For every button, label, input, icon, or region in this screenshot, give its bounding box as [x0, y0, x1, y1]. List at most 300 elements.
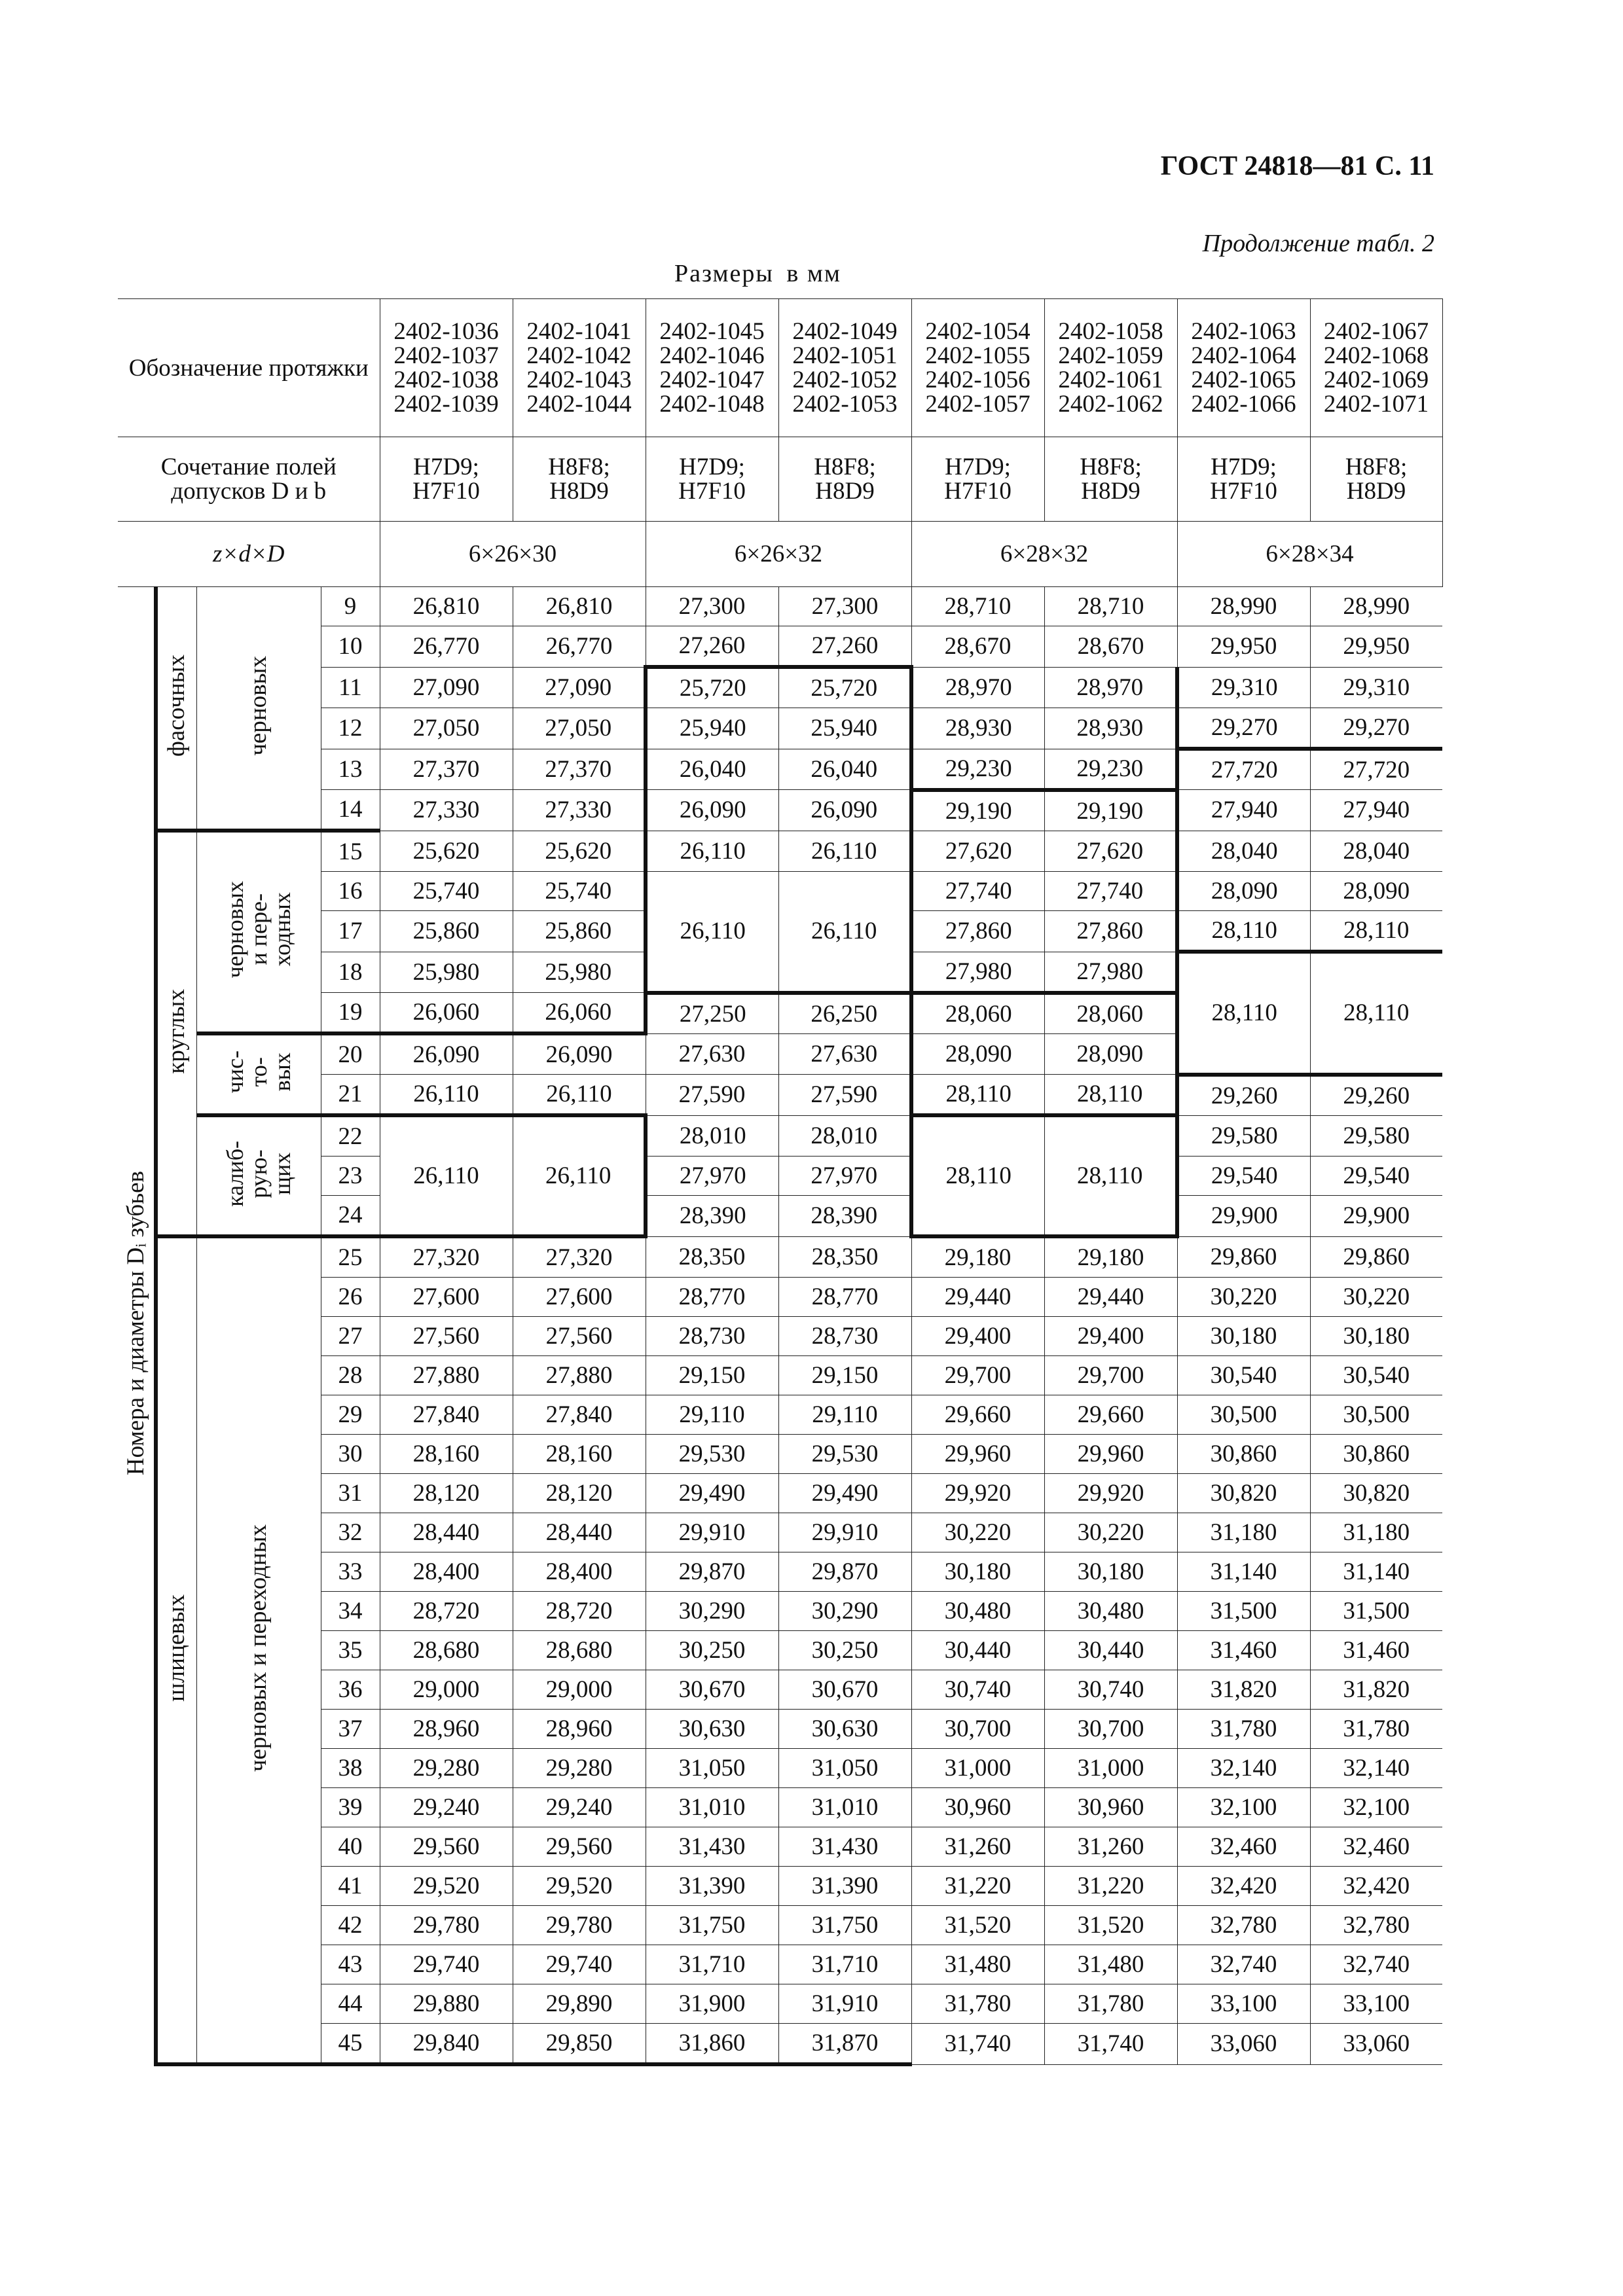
value-cell: 33,060 [1177, 2024, 1310, 2065]
value-cell: 27,250 [646, 993, 778, 1034]
value-cell: 26,250 [778, 993, 911, 1034]
value-cell: 28,060 [1044, 993, 1177, 1034]
tooth-number: 36 [321, 1670, 380, 1710]
value-cell: 29,960 [911, 1435, 1044, 1474]
value-cell: 31,860 [646, 2024, 778, 2065]
value-cell: 30,740 [1044, 1670, 1177, 1710]
value-cell: 26,040 [646, 749, 778, 790]
value-cell: 27,560 [380, 1317, 513, 1356]
value-cell: 29,780 [380, 1906, 513, 1945]
value-cell: 31,900 [646, 1984, 778, 2024]
tooth-number: 39 [321, 1788, 380, 1827]
value-cell: 28,010 [646, 1115, 778, 1157]
broach-dimensions-table [118, 298, 1443, 2066]
value-cell: 31,140 [1177, 1552, 1310, 1592]
value-cell: 31,010 [778, 1788, 911, 1827]
value-cell: 25,860 [380, 911, 513, 952]
value-cell: 32,100 [1310, 1788, 1442, 1827]
tooth-number: 15 [321, 831, 380, 872]
value-cell: 25,740 [513, 872, 646, 911]
value-cell: 28,960 [513, 1710, 646, 1749]
tooth-number: 38 [321, 1749, 380, 1788]
value-cell: 27,980 [911, 952, 1044, 993]
value-cell: 28,990 [1177, 587, 1310, 626]
units-caption [674, 259, 841, 288]
value-cell: 30,480 [1044, 1592, 1177, 1631]
value-cell: 26,110 [513, 1075, 646, 1116]
value-cell: 31,430 [778, 1827, 911, 1867]
tooth-number: 29 [321, 1395, 380, 1435]
value-cell: 30,670 [778, 1670, 911, 1710]
value-cell: 29,230 [911, 749, 1044, 790]
tooth-number: 26 [321, 1278, 380, 1317]
value-cell: 30,820 [1177, 1474, 1310, 1513]
tolerance-col-7: H7D9; H7F10 [1177, 437, 1310, 522]
value-cell: 29,910 [778, 1513, 911, 1552]
value-cell: 27,970 [778, 1157, 911, 1196]
units-suffix: в мм [786, 260, 841, 287]
value-cell: 27,300 [646, 587, 778, 626]
value-cell: 28,710 [1044, 587, 1177, 626]
value-cell: 28,110 [1310, 911, 1442, 952]
value-cell: 26,110 [778, 831, 911, 872]
value-cell: 31,780 [1044, 1984, 1177, 2024]
value-cell: 27,370 [513, 749, 646, 790]
tooth-number: 23 [321, 1157, 380, 1196]
value-cell: 29,520 [513, 1867, 646, 1906]
value-cell: 28,010 [778, 1115, 911, 1157]
group-shlicevyh-text: шлицевых [163, 1594, 191, 1702]
tooth-number: 21 [321, 1075, 380, 1116]
table-row [118, 1115, 1442, 1157]
value-cell: 29,660 [1044, 1395, 1177, 1435]
value-cell: 26,040 [778, 749, 911, 790]
value-cell: 31,460 [1310, 1631, 1442, 1670]
value-cell: 29,870 [646, 1552, 778, 1592]
value-cell: 30,440 [911, 1631, 1044, 1670]
value-cell: 32,780 [1310, 1906, 1442, 1945]
value-cell: 28,960 [380, 1710, 513, 1749]
group-fasochnyh-text: фасочных [163, 654, 191, 757]
size-col-2: 6×26×32 [646, 522, 911, 587]
value-cell: 31,220 [911, 1867, 1044, 1906]
group-kruglyh-text: круглых [163, 988, 191, 1074]
value-cell: 30,820 [1310, 1474, 1442, 1513]
value-cell: 27,860 [911, 911, 1044, 952]
value-cell: 26,770 [380, 626, 513, 668]
value-cell: 31,140 [1310, 1552, 1442, 1592]
group-shlicevyh [156, 1236, 196, 2064]
side-label-main [118, 587, 156, 2065]
value-cell: 27,300 [778, 587, 911, 626]
value-cell: 29,190 [1044, 790, 1177, 831]
tooth-number: 42 [321, 1906, 380, 1945]
value-cell: 30,180 [1177, 1317, 1310, 1356]
value-cell: 30,220 [1310, 1278, 1442, 1317]
value-cell: 29,900 [1310, 1196, 1442, 1237]
value-cell: 31,740 [1044, 2024, 1177, 2065]
value-cell: 25,940 [778, 708, 911, 749]
value-cell: 29,260 [1310, 1075, 1442, 1116]
value-cell: 31,000 [911, 1749, 1044, 1788]
value-cell: 30,500 [1177, 1395, 1310, 1435]
value-cell: 30,250 [778, 1631, 911, 1670]
value-cell: 29,240 [513, 1788, 646, 1827]
value-cell: 26,060 [513, 993, 646, 1034]
sub-chistovyh [196, 1033, 321, 1115]
value-cell: 27,260 [646, 626, 778, 668]
value-cell: 30,860 [1177, 1435, 1310, 1474]
value-cell: 31,910 [778, 1984, 911, 2024]
value-cell: 29,180 [911, 1236, 1044, 1278]
value-cell: 31,050 [646, 1749, 778, 1788]
value-cell: 30,540 [1310, 1356, 1442, 1395]
value-cell: 29,870 [778, 1552, 911, 1592]
tolerance-col-3: H7D9; H7F10 [646, 437, 778, 522]
value-cell: 28,400 [513, 1552, 646, 1592]
value-cell: 29,190 [911, 790, 1044, 831]
value-cell: 28,670 [911, 626, 1044, 668]
value-cell: 29,920 [1044, 1474, 1177, 1513]
value-cell: 29,580 [1310, 1115, 1442, 1157]
value-cell: 32,780 [1177, 1906, 1310, 1945]
value-cell: 28,930 [1044, 708, 1177, 749]
tooth-number: 20 [321, 1033, 380, 1075]
value-cell: 30,960 [911, 1788, 1044, 1827]
value-cell: 31,180 [1310, 1513, 1442, 1552]
value-cell: 29,230 [1044, 749, 1177, 790]
value-cell: 31,010 [646, 1788, 778, 1827]
value-cell: 27,630 [778, 1033, 911, 1075]
value-cell: 29,240 [380, 1788, 513, 1827]
tooth-number: 33 [321, 1552, 380, 1592]
value-cell: 27,590 [778, 1075, 911, 1116]
value-cell: 29,310 [1177, 667, 1310, 708]
value-cell: 27,600 [513, 1278, 646, 1317]
value-cell: 29,920 [911, 1474, 1044, 1513]
value-cell: 28,090 [1310, 872, 1442, 911]
tolerance-col-5: H7D9; H7F10 [911, 437, 1044, 522]
value-cell: 27,090 [380, 667, 513, 708]
value-cell: 29,110 [778, 1395, 911, 1435]
value-cell: 30,670 [646, 1670, 778, 1710]
tooth-number: 11 [321, 667, 380, 708]
value-cell: 33,100 [1177, 1984, 1310, 2024]
tooth-number: 32 [321, 1513, 380, 1552]
value-cell: 31,780 [1310, 1710, 1442, 1749]
value-cell: 30,500 [1310, 1395, 1442, 1435]
value-cell: 29,260 [1177, 1075, 1310, 1116]
value-cell: 28,730 [778, 1317, 911, 1356]
table-row [118, 587, 1442, 626]
value-cell: 31,180 [1177, 1513, 1310, 1552]
tooth-number: 9 [321, 587, 380, 626]
value-cell: 30,440 [1044, 1631, 1177, 1670]
tooth-number: 27 [321, 1317, 380, 1356]
value-cell: 28,400 [380, 1552, 513, 1592]
value-cell: 26,810 [513, 587, 646, 626]
value-cell: 29,310 [1310, 667, 1442, 708]
value-cell: 29,780 [513, 1906, 646, 1945]
value-cell: 29,150 [646, 1356, 778, 1395]
value-cell: 30,250 [646, 1631, 778, 1670]
value-cell: 30,630 [646, 1710, 778, 1749]
value-cell: 33,060 [1310, 2024, 1442, 2065]
value-cell: 31,710 [646, 1945, 778, 1984]
value-cell: 31,710 [778, 1945, 911, 1984]
group-kruglyh [156, 831, 196, 1236]
value-cell: 28,720 [380, 1592, 513, 1631]
tooth-number: 16 [321, 872, 380, 911]
value-cell: 32,140 [1310, 1749, 1442, 1788]
value-cell: 30,480 [911, 1592, 1044, 1631]
value-cell: 32,140 [1177, 1749, 1310, 1788]
value-cell: 28,970 [911, 667, 1044, 708]
value-cell: 26,770 [513, 626, 646, 668]
value-cell: 29,180 [1044, 1236, 1177, 1278]
value-cell: 28,110 [1177, 911, 1310, 952]
tolerance-col-2: H8F8; H8D9 [513, 437, 646, 522]
value-cell: 29,540 [1310, 1157, 1442, 1196]
sub-chernovyh-text: черновых [245, 655, 272, 756]
value-cell: 29,910 [646, 1513, 778, 1552]
value-cell: 29,890 [513, 1984, 646, 2024]
value-cell: 29,540 [1177, 1157, 1310, 1196]
value-cell: 30,700 [911, 1710, 1044, 1749]
value-cell: 29,660 [911, 1395, 1044, 1435]
sub-chernovyh [196, 587, 321, 831]
value-cell: 31,500 [1310, 1592, 1442, 1631]
value-cell: 27,320 [380, 1236, 513, 1278]
value-cell: 31,780 [1177, 1710, 1310, 1749]
value-cell: 26,090 [778, 790, 911, 831]
value-cell: 29,400 [1044, 1317, 1177, 1356]
designation-col-6: 2402-1058 2402-1059 2402-1061 2402-1062 [1044, 299, 1177, 437]
size-col-3: 6×28×32 [911, 522, 1177, 587]
merged-value: 28,110 [1177, 952, 1310, 1075]
value-cell: 28,120 [380, 1474, 513, 1513]
value-cell: 28,090 [1044, 1033, 1177, 1075]
value-cell: 28,440 [513, 1513, 646, 1552]
size-col-4: 6×28×34 [1177, 522, 1442, 587]
value-cell: 31,820 [1310, 1670, 1442, 1710]
value-cell: 27,880 [380, 1356, 513, 1395]
value-cell: 28,120 [513, 1474, 646, 1513]
value-cell: 30,700 [1044, 1710, 1177, 1749]
tooth-number: 28 [321, 1356, 380, 1395]
value-cell: 30,220 [911, 1513, 1044, 1552]
tooth-number: 45 [321, 2024, 380, 2065]
value-cell: 25,620 [380, 831, 513, 872]
value-cell: 30,180 [911, 1552, 1044, 1592]
value-cell: 29,280 [380, 1749, 513, 1788]
value-cell: 27,590 [646, 1075, 778, 1116]
value-cell: 25,860 [513, 911, 646, 952]
value-cell: 29,530 [778, 1435, 911, 1474]
value-cell: 29,900 [1177, 1196, 1310, 1237]
table-row [118, 831, 1442, 872]
value-cell: 28,060 [911, 993, 1044, 1034]
value-cell: 29,560 [380, 1827, 513, 1867]
value-cell: 26,110 [646, 831, 778, 872]
value-cell: 31,820 [1177, 1670, 1310, 1710]
value-cell: 31,480 [1044, 1945, 1177, 1984]
merged-value: 26,110 [513, 1115, 646, 1236]
value-cell: 25,720 [778, 667, 911, 708]
tolerance-label: Сочетание полей допусков D и b [118, 437, 380, 522]
sub-chistovyh-text: чис- то- вых [222, 1050, 295, 1094]
value-cell: 27,050 [380, 708, 513, 749]
value-cell: 31,260 [911, 1827, 1044, 1867]
value-cell: 29,520 [380, 1867, 513, 1906]
side-label-main-text: Номера и диаметры Dᵢ зубьев [122, 1171, 149, 1476]
value-cell: 27,600 [380, 1278, 513, 1317]
value-cell: 27,330 [380, 790, 513, 831]
value-cell: 30,740 [911, 1670, 1044, 1710]
value-cell: 29,150 [778, 1356, 911, 1395]
value-cell: 28,110 [1044, 1075, 1177, 1116]
value-cell: 28,350 [646, 1236, 778, 1278]
value-cell: 25,620 [513, 831, 646, 872]
tooth-number: 22 [321, 1115, 380, 1157]
tolerance-col-6: H8F8; H8D9 [1044, 437, 1177, 522]
table-continuation-note: Продолжение табл. 2 [1202, 230, 1434, 257]
value-cell: 27,840 [380, 1395, 513, 1435]
tooth-number: 12 [321, 708, 380, 749]
value-cell: 27,940 [1310, 790, 1442, 831]
value-cell: 33,100 [1310, 1984, 1442, 2024]
value-cell: 29,700 [911, 1356, 1044, 1395]
value-cell: 30,180 [1044, 1552, 1177, 1592]
value-cell: 26,090 [646, 790, 778, 831]
value-cell: 30,540 [1177, 1356, 1310, 1395]
value-cell: 29,530 [646, 1435, 778, 1474]
merged-value: 26,110 [380, 1115, 513, 1236]
tooth-number: 35 [321, 1631, 380, 1670]
value-cell: 27,090 [513, 667, 646, 708]
value-cell: 27,370 [380, 749, 513, 790]
value-cell: 31,500 [1177, 1592, 1310, 1631]
tooth-number: 18 [321, 952, 380, 993]
value-cell: 27,720 [1177, 749, 1310, 790]
value-cell: 28,040 [1177, 831, 1310, 872]
value-cell: 29,560 [513, 1827, 646, 1867]
value-cell: 30,630 [778, 1710, 911, 1749]
value-cell: 27,560 [513, 1317, 646, 1356]
value-cell: 31,390 [646, 1867, 778, 1906]
units-prefix: Размеры [674, 260, 774, 287]
value-cell: 29,490 [778, 1474, 911, 1513]
value-cell: 28,730 [646, 1317, 778, 1356]
tooth-number: 13 [321, 749, 380, 790]
tooth-number: 17 [321, 911, 380, 952]
value-cell: 26,110 [380, 1075, 513, 1116]
value-cell: 26,090 [513, 1033, 646, 1075]
value-cell: 31,740 [911, 2024, 1044, 2065]
size-label [118, 522, 380, 587]
value-cell: 31,260 [1044, 1827, 1177, 1867]
sub-kalibruyuschih [196, 1115, 321, 1236]
value-cell: 29,860 [1310, 1236, 1442, 1278]
value-cell: 28,390 [778, 1196, 911, 1237]
tooth-number: 30 [321, 1435, 380, 1474]
value-cell: 32,460 [1177, 1827, 1310, 1867]
value-cell: 28,680 [380, 1631, 513, 1670]
value-cell: 31,390 [778, 1867, 911, 1906]
value-cell: 29,950 [1177, 626, 1310, 668]
value-cell: 32,100 [1177, 1788, 1310, 1827]
value-cell: 25,980 [513, 952, 646, 993]
value-cell: 28,440 [380, 1513, 513, 1552]
sub-chernovyh-i-perehodnyh-text: черновых и переходных [245, 1524, 272, 1772]
value-cell: 27,740 [911, 872, 1044, 911]
sub-chernovyh-i-perehodnyh [196, 1236, 321, 2064]
tooth-number: 40 [321, 1827, 380, 1867]
value-cell: 28,990 [1310, 587, 1442, 626]
value-cell: 31,480 [911, 1945, 1044, 1984]
value-cell: 27,970 [646, 1157, 778, 1196]
sub-kalibruyuschih-text: калиб- рую- щих [222, 1140, 295, 1207]
value-cell: 27,880 [513, 1356, 646, 1395]
tolerance-col-8: H8F8; H8D9 [1310, 437, 1442, 522]
value-cell: 28,110 [911, 1075, 1044, 1116]
value-cell: 32,460 [1310, 1827, 1442, 1867]
value-cell: 30,960 [1044, 1788, 1177, 1827]
value-cell: 27,330 [513, 790, 646, 831]
value-cell: 27,740 [1044, 872, 1177, 911]
value-cell: 28,090 [1177, 872, 1310, 911]
tolerance-col-4: H8F8; H8D9 [778, 437, 911, 522]
value-cell: 32,740 [1310, 1945, 1442, 1984]
value-cell: 29,270 [1177, 708, 1310, 749]
value-cell: 31,050 [778, 1749, 911, 1788]
value-cell: 31,750 [646, 1906, 778, 1945]
tooth-number: 31 [321, 1474, 380, 1513]
table-row [118, 1236, 1442, 1278]
value-cell: 29,700 [1044, 1356, 1177, 1395]
value-cell: 30,220 [1177, 1278, 1310, 1317]
sub-chernovyh-perehodnyh [196, 831, 321, 1033]
tooth-number: 10 [321, 626, 380, 668]
value-cell: 29,440 [911, 1278, 1044, 1317]
designation-col-1: 2402-1036 2402-1037 2402-1038 2402-1039 [380, 299, 513, 437]
value-cell: 29,110 [646, 1395, 778, 1435]
sub-chernovyh-perehodnyh-text: черновых и пере- ходных [222, 881, 295, 978]
value-cell: 28,390 [646, 1196, 778, 1237]
value-cell: 31,220 [1044, 1867, 1177, 1906]
tooth-number: 37 [321, 1710, 380, 1749]
value-cell: 29,860 [1177, 1236, 1310, 1278]
value-cell: 27,980 [1044, 952, 1177, 993]
designation-col-5: 2402-1054 2402-1055 2402-1056 2402-1057 [911, 299, 1044, 437]
value-cell: 25,740 [380, 872, 513, 911]
value-cell: 29,960 [1044, 1435, 1177, 1474]
value-cell: 29,840 [380, 2024, 513, 2065]
value-cell: 28,770 [778, 1278, 911, 1317]
merged-value: 28,110 [911, 1115, 1044, 1236]
value-cell: 29,440 [1044, 1278, 1177, 1317]
value-cell: 27,840 [513, 1395, 646, 1435]
value-cell: 28,160 [513, 1435, 646, 1474]
tooth-number: 43 [321, 1945, 380, 1984]
value-cell: 28,770 [646, 1278, 778, 1317]
value-cell: 31,520 [911, 1906, 1044, 1945]
tooth-number: 14 [321, 790, 380, 831]
tolerance-col-1: H7D9; H7F10 [380, 437, 513, 522]
value-cell: 32,420 [1177, 1867, 1310, 1906]
value-cell: 30,180 [1310, 1317, 1442, 1356]
value-cell: 26,810 [380, 587, 513, 626]
